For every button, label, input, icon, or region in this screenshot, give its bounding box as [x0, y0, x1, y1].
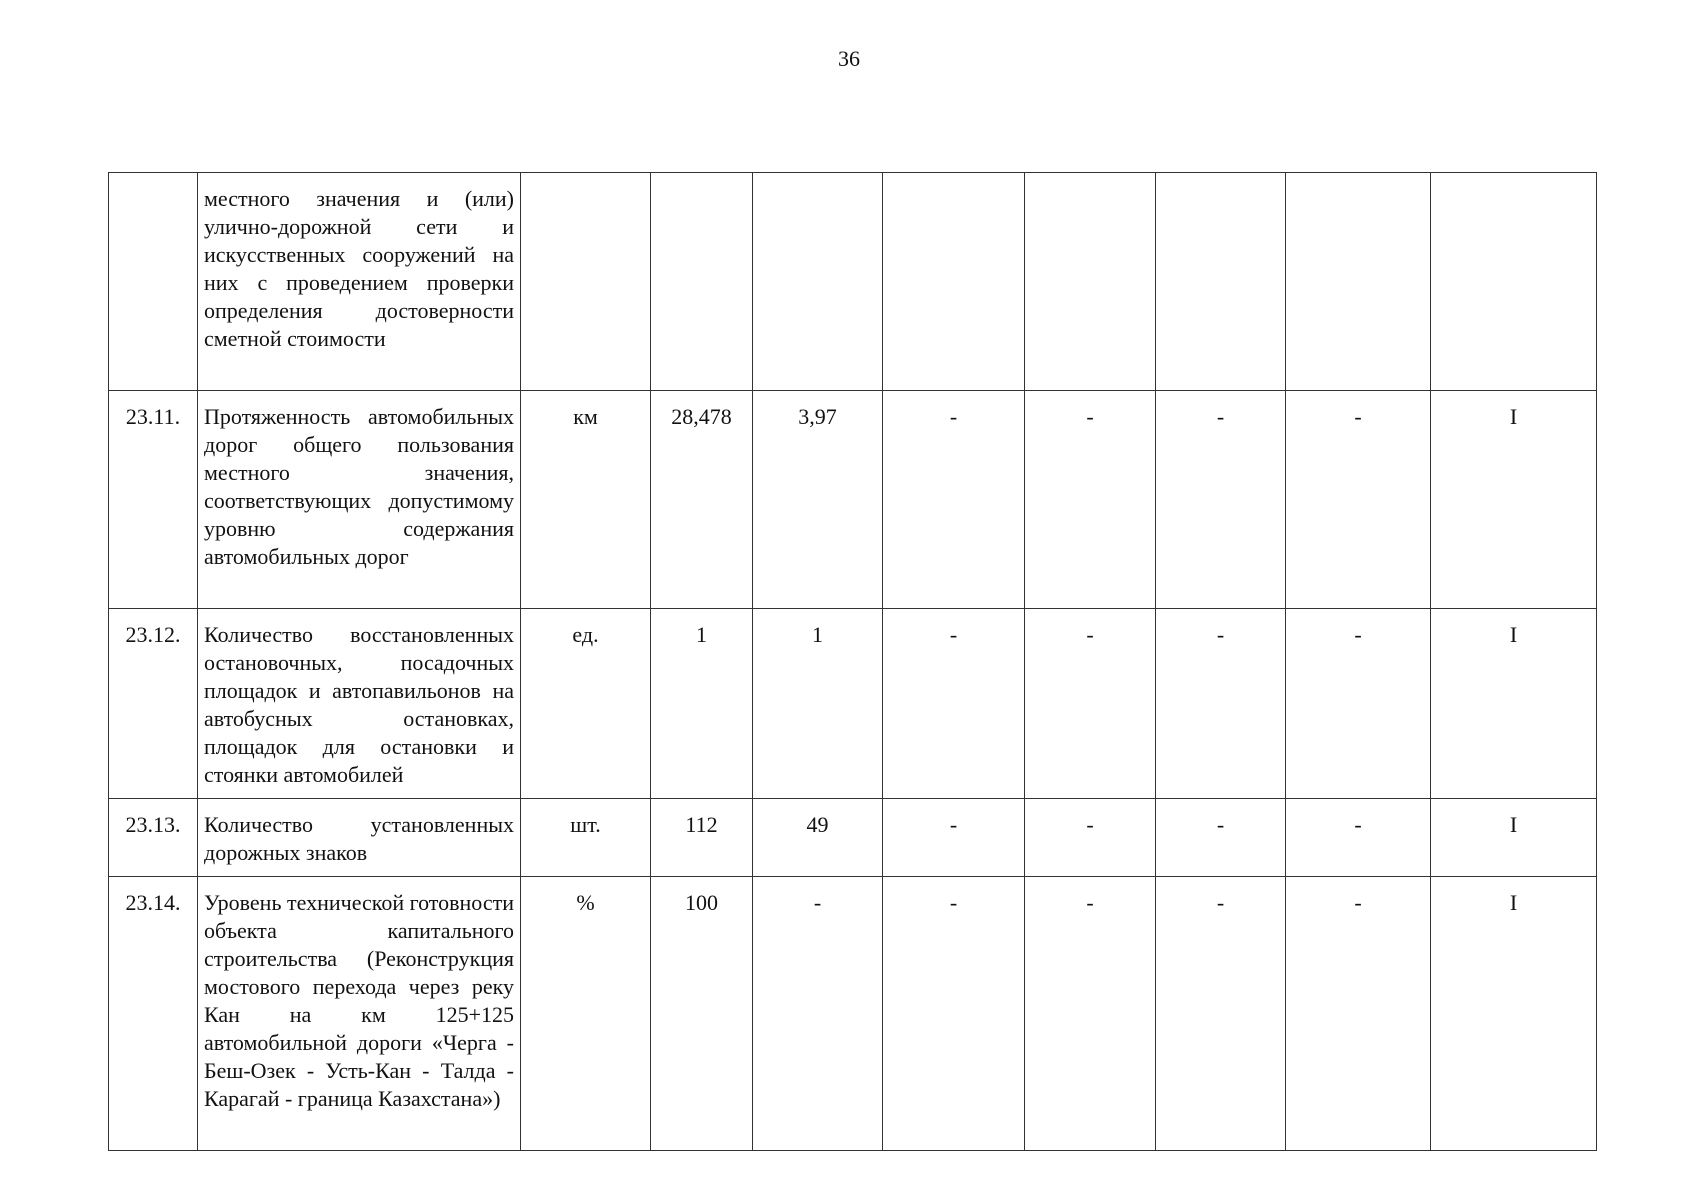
table-row [109, 609, 1597, 799]
value-cell [883, 173, 1025, 391]
value-cell: - [1156, 799, 1286, 877]
value-cell: 100 [651, 877, 753, 1151]
value-cell [1431, 173, 1597, 391]
value-cell: - [883, 877, 1025, 1151]
row-number-cell [109, 173, 198, 391]
value-cell [1025, 173, 1156, 391]
value-cell: 28,478 [651, 391, 753, 609]
indicator-description-cell: местного значения и (или) улично-дорожной сети и искусственных сооружений на них с проведением проверки определения достоверности сметной стоимости [198, 173, 521, 391]
unit-cell: км [521, 391, 651, 609]
value-cell: - [883, 609, 1025, 799]
value-cell: - [1025, 799, 1156, 877]
page-number: 36 [838, 46, 860, 71]
indicator-description-cell: Уровень технической готовности объекта капитального строительства (Реконструкция мостового перехода через реку Кан на км 125+125 автомобильной дороги «Черга - Беш-Озек - Усть-Кан - Талда - Карагай - граница Казахстана») [198, 877, 521, 1151]
value-cell: - [1286, 391, 1431, 609]
value-cell [1156, 173, 1286, 391]
table-row [109, 877, 1597, 1151]
table-row [109, 799, 1597, 877]
value-cell: - [1156, 877, 1286, 1151]
value-cell: I [1431, 877, 1597, 1151]
indicator-description-cell: Количество установленных дорожных знаков [198, 799, 521, 877]
indicator-description-cell: Протяженность автомобильных дорог общего пользования местного значения, соответствующих допустимому уровню содержания автомобильных дорог [198, 391, 521, 609]
unit-cell: ед. [521, 609, 651, 799]
value-cell: - [1025, 877, 1156, 1151]
table-row [109, 391, 1597, 609]
value-cell: 49 [753, 799, 883, 877]
indicator-table [108, 172, 1597, 1151]
value-cell: I [1431, 609, 1597, 799]
value-cell: - [1156, 391, 1286, 609]
value-cell: 1 [651, 609, 753, 799]
value-cell: 112 [651, 799, 753, 877]
row-number-cell: 23.14. [109, 877, 198, 1151]
value-cell [651, 173, 753, 391]
row-number-cell: 23.13. [109, 799, 198, 877]
row-number-cell: 23.11. [109, 391, 198, 609]
value-cell: - [753, 877, 883, 1151]
value-cell: 3,97 [753, 391, 883, 609]
value-cell: 1 [753, 609, 883, 799]
value-cell [753, 173, 883, 391]
unit-cell [521, 173, 651, 391]
value-cell: - [883, 391, 1025, 609]
value-cell: I [1431, 391, 1597, 609]
row-number-cell: 23.12. [109, 609, 198, 799]
value-cell: - [1025, 609, 1156, 799]
value-cell: - [883, 799, 1025, 877]
value-cell: - [1286, 877, 1431, 1151]
value-cell [1286, 173, 1431, 391]
value-cell: - [1156, 609, 1286, 799]
indicator-description-cell: Количество восстановленных остановочных, посадочных площадок и автопавильонов на автобусных остановках, площадок для остановки и стоянки автомобилей [198, 609, 521, 799]
value-cell: - [1286, 799, 1431, 877]
value-cell: - [1025, 391, 1156, 609]
unit-cell: шт. [521, 799, 651, 877]
value-cell: I [1431, 799, 1597, 877]
table-row [109, 173, 1597, 391]
unit-cell: % [521, 877, 651, 1151]
value-cell: - [1286, 609, 1431, 799]
